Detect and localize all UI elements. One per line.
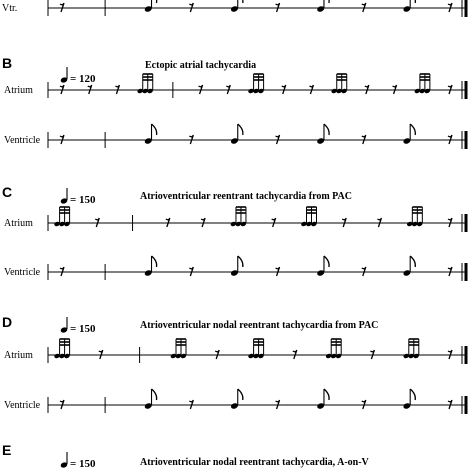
panel-title: Atrioventricular reentrant tachycardia from PAC — [140, 191, 352, 202]
note-flag — [324, 0, 329, 3]
note-flag — [152, 256, 157, 267]
staff-atrium — [48, 339, 466, 364]
note-flag — [410, 389, 415, 400]
note-flag — [152, 389, 157, 400]
tempo-marking: = 150 — [70, 194, 96, 206]
note-flag — [152, 0, 157, 3]
tempo-marking: = 150 — [70, 458, 96, 470]
staff-ventricle — [48, 389, 466, 414]
staff-name-label: Atrium — [4, 218, 33, 229]
panel-label: E — [2, 442, 12, 458]
note-flag — [238, 389, 243, 400]
staff-name-label: Ventricle — [4, 400, 41, 411]
note-flag — [324, 256, 329, 267]
panel-label: B — [2, 55, 13, 71]
staff-ventricle — [48, 256, 466, 281]
note-flag — [238, 0, 243, 3]
note-flag — [324, 124, 329, 135]
panel-label: C — [2, 184, 13, 200]
staff-name-label: Ventricle — [4, 135, 41, 146]
note-flag — [238, 256, 243, 267]
panel-title: Ectopic atrial tachycardia — [145, 60, 257, 71]
staff-vtr — [48, 0, 466, 17]
staff-name-label: Atrium — [4, 85, 33, 96]
note-flag — [410, 0, 415, 3]
staff-name-label: Vtr. — [2, 3, 18, 14]
note-flag — [324, 389, 329, 400]
staff-atrium — [48, 207, 466, 232]
note-flag — [238, 124, 243, 135]
tempo-marking: = 150 — [70, 323, 96, 335]
staff-atrium — [48, 74, 466, 99]
tempo-marking: = 120 — [70, 73, 96, 85]
panel-label: D — [2, 314, 13, 330]
panel-title: Atrioventricular nodal reentrant tachycardia from PAC — [140, 320, 379, 331]
staff-name-label: Ventricle — [4, 267, 41, 278]
note-flag — [410, 124, 415, 135]
note-flag — [152, 124, 157, 135]
panel-title: Atrioventricular nodal reentrant tachycardia, A-on-V — [140, 457, 369, 468]
staff-ventricle — [48, 124, 466, 149]
staff-name-label: Atrium — [4, 350, 33, 361]
note-flag — [410, 256, 415, 267]
